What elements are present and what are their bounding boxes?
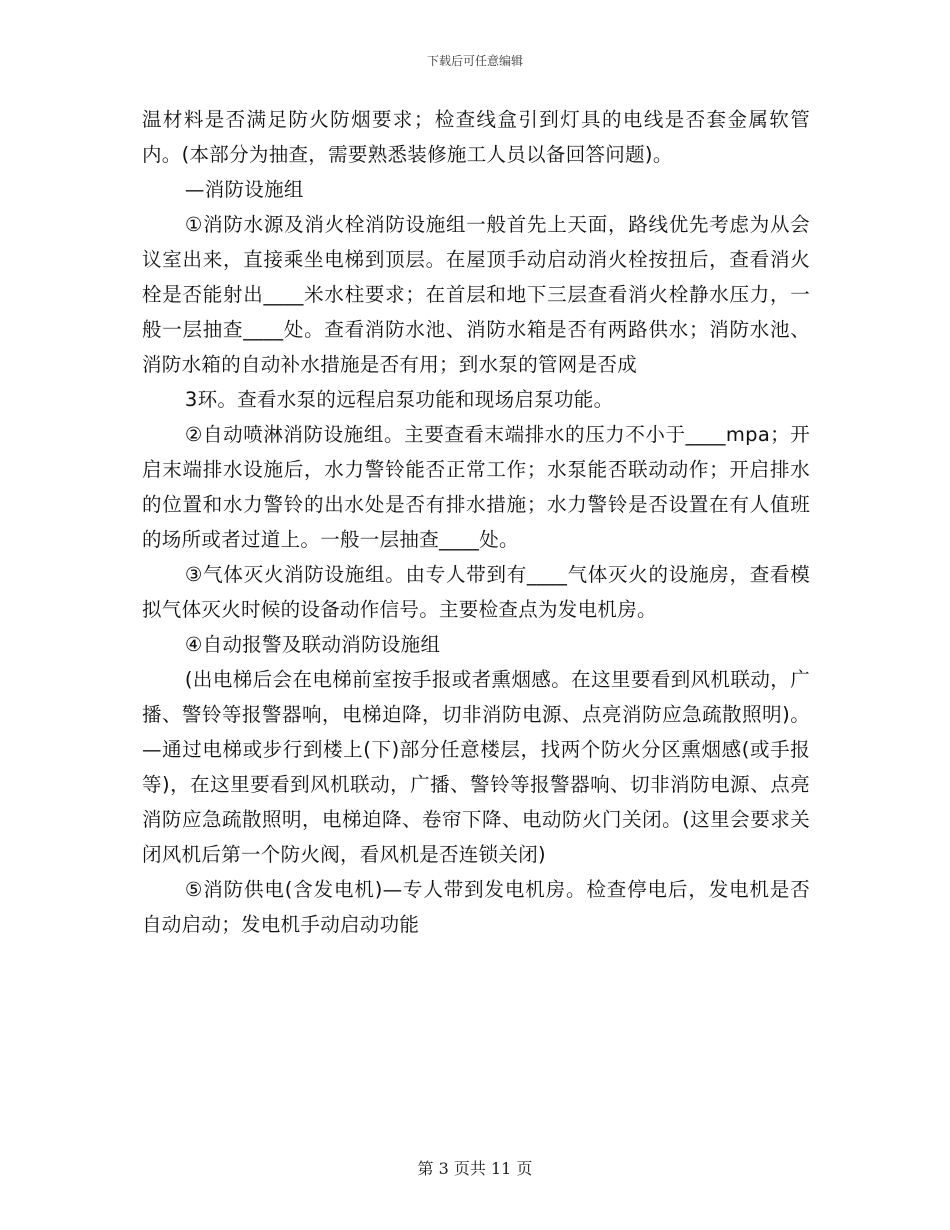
paragraph: ③气体灭火消防设施组。由专人带到有____气体灭火的设施房，查看模拟气体灭火时候的设备动作信号。主要检查点为发电机房。 xyxy=(142,563,810,621)
paragraph: 温材料是否满足防火防烟要求；检查线盒引到灯具的电线是否套金属软管内。(本部分为抽查，需要熟悉装修施工人员以备回答问题)。 xyxy=(142,108,810,166)
page-header: 下载后可任意编辑 xyxy=(426,54,523,68)
paragraph: ②自动喷淋消防设施组。主要查看末端排水的压力不小于____mpa；开启末端排水设施后，水力警铃能否正常工作；水泵能否联动动作；开启排水的位置和水力警铃的出水处是否有排水措施；水力警铃是否设置在有人值班的场所或者过道上。一般一层抽查____处。 xyxy=(142,423,810,551)
document-body xyxy=(142,102,810,942)
paragraph: (出电梯后会在电梯前室按手报或者熏烟感。在这里要看到风机联动，广播、警铃等报警器响，电梯迫降，切非消防电源、点亮消防应急疏散照明)。—通过电梯或步行到楼上(下)部分任意楼层，找两个防火分区熏烟感(或手报等)，在这里要看到风机联动，广播、警铃等报警器响、切非消防电源、点亮消防应急疏散照明，电梯迫降、卷帘下降、电动防火门关闭。(这里会要求关闭风机后第一个防火阀，看风机是否连锁关闭) xyxy=(142,668,810,866)
page-footer: 第 3 页共 11 页 xyxy=(417,1159,533,1178)
paragraph: ①消防水源及消火栓消防设施组一般首先上天面，路线优先考虑为从会议室出来，直接乘坐电梯到顶层。在屋顶手动启动消火栓按扭后，查看消火栓是否能射出____米水柱要求；在首层和地下三层查看消火栓静水压力，一般一层抽查____处。查看消防水池、消防水箱是否有两路供水；消防水池、消防水箱的自动补水措施是否有用；到水泵的管网是否成 xyxy=(142,213,811,376)
paragraph: —消防设施组 xyxy=(184,178,304,201)
paragraph: 3环。查看水泵的远程启泵功能和现场启泵功能。 xyxy=(184,388,614,411)
paragraph: ⑤消防供电(含发电机)—专人带到发电机房。检查停电后，发电机是否自动启动；发电机手动启动功能 xyxy=(142,878,810,936)
paragraph: ④自动报警及联动消防设施组 xyxy=(184,633,441,656)
